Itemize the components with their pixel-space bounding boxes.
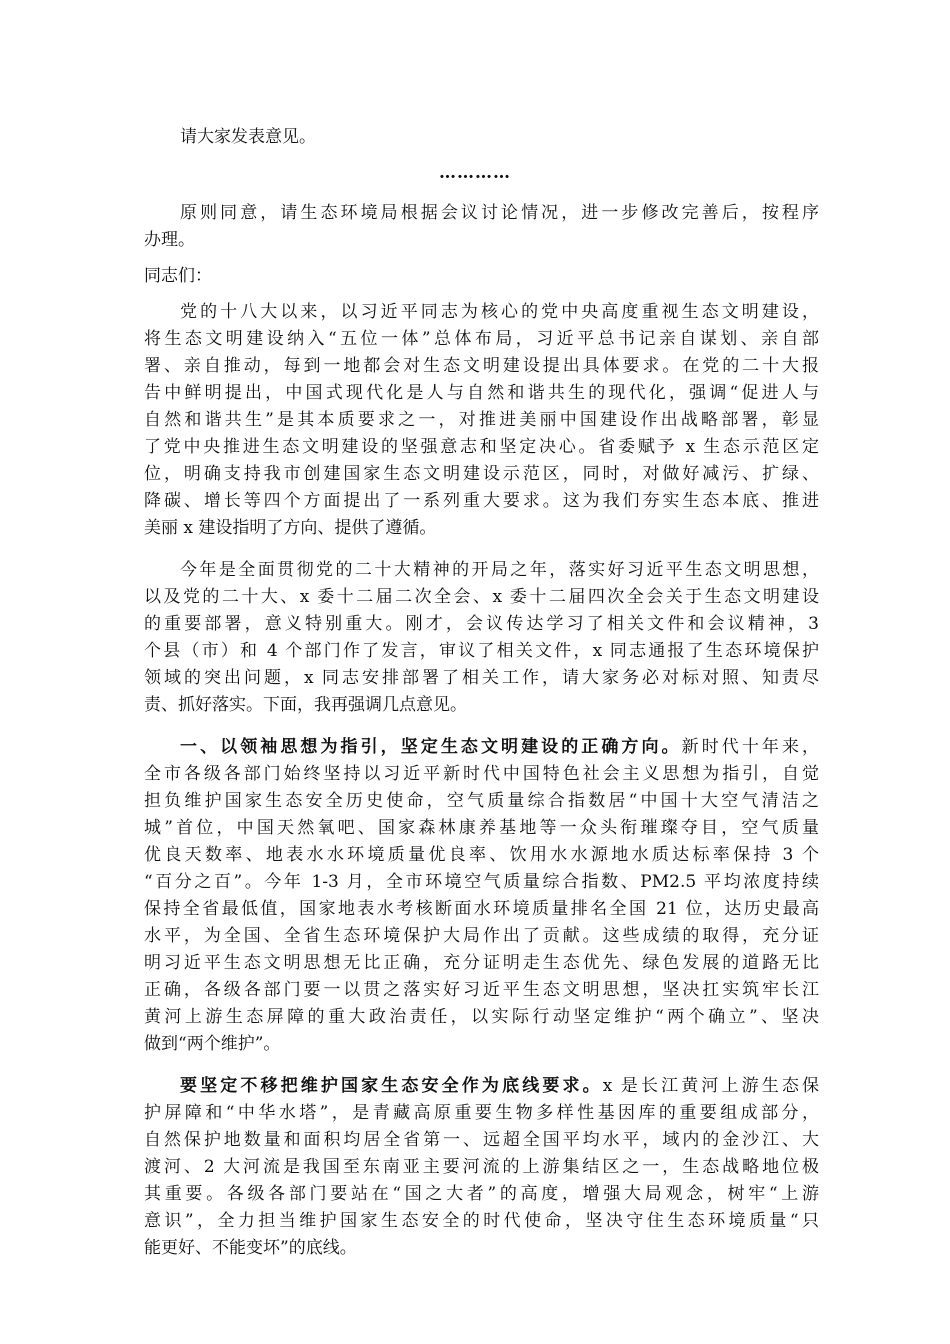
paragraph-line: 渡河、2 大河流是我国至东南亚主要河流的上游集结区之一，生态战略地位极 (144, 1157, 819, 1177)
ellipsis-separator: ………… (439, 163, 511, 183)
paragraph-line: 保持全省最低值，国家地表水考核断面水环境质量排名全国 21 位，达历史最高 (144, 899, 819, 919)
subheading: 要坚定不移把维护国家生态安全作为底线要求。 (180, 1076, 603, 1096)
paragraph-line: 位，明确支持我市创建国家生态文明建设示范区，同时，对做好减污、扩绿、 (144, 464, 819, 484)
paragraph-line: 能更好、不能变坏”的底线。 (144, 1238, 357, 1258)
paragraph-line: 全市各级各部门始终坚持以习近平新时代中国特色社会主义思想为指引，自觉 (144, 764, 819, 784)
paragraph-line: 党的十八大以来，以习近平同志为核心的党中央高度重视生态文明建设， (180, 302, 819, 322)
paragraph-line: 降碳、增长等四个方面提出了一系列重大要求。这为我们夯实生态本底、推进 (144, 491, 819, 511)
paragraph-line: 领域的突出问题，x 同志安排部署了相关工作，请大家务必对标对照、知责尽 (144, 668, 819, 688)
subheading-line (180, 1073, 819, 1100)
paragraph-text: 新时代十年来， (681, 737, 819, 757)
paragraph-line: 自然和谐共生”是其本质要求之一，对推进美丽中国建设作出战略部署，彰显 (144, 410, 819, 430)
paragraph-line: 个县（市）和 4 个部门作了发言，审议了相关文件，x 同志通报了生态环境保护 (144, 641, 819, 661)
paragraph-line: 其重要。各级各部门要站在“国之大者”的高度，增强大局观念，树牢“上游 (144, 1184, 819, 1204)
paragraph-line: 护屏障和“中华水塔”，是青藏高原重要生物多样性基因库的重要组成部分， (144, 1103, 819, 1123)
paragraph-line: 做到“两个维护”。 (144, 1034, 281, 1054)
paragraph-line: 请大家发表意见。 (180, 127, 316, 147)
section-heading-line (180, 734, 819, 761)
paragraph-line: 水平，为全国、全省生态环境保护大局作出了贡献。这些成绩的取得，充分证 (144, 926, 819, 946)
paragraph-line: 城”首位，中国天然氧吧、国家森林康养基地等一众头衔璀璨夺目，空气质量 (144, 818, 819, 838)
greeting: 同志们： (144, 266, 212, 286)
paragraph-line: 责、抓好落实。下面，我再强调几点意见。 (144, 695, 467, 715)
paragraph-line: 担负维护国家生态安全历史使命，空气质量综合指数居“中国十大空气清洁之 (144, 791, 819, 811)
paragraph-line: 了党中央推进生态文明建设的坚强意志和坚定决心。省委赋予 x 生态示范区定 (144, 437, 819, 457)
paragraph-line: 告中鲜明提出，中国式现代化是人与自然和谐共生的现代化，强调“促进人与 (144, 383, 819, 403)
paragraph-line: “百分之百”。今年 1-3 月，全市环境空气质量综合指数、PM2.5 平均浓度持续 (144, 872, 819, 892)
paragraph-line: 办理。 (144, 230, 195, 250)
paragraph-line: 黄河上游生态屏障的重大政治责任，以实际行动坚定维护“两个确立”、坚决 (144, 1007, 819, 1027)
paragraph-line: 自然保护地数量和面积均居全省第一、远超全国平均水平，域内的金沙江、大 (144, 1130, 819, 1150)
paragraph-line: 将生态文明建设纳入“五位一体”总体布局，习近平总书记亲自谋划、亲自部 (144, 329, 819, 349)
paragraph-line: 明习近平生态文明思想无比正确，充分证明走生态优先、绿色发展的道路无比 (144, 953, 819, 973)
paragraph-line: 原则同意，请生态环境局根据会议讨论情况，进一步修改完善后，按程序 (180, 203, 819, 223)
section-heading: 一、以领袖思想为指引，坚定生态文明建设的正确方向。 (180, 737, 682, 757)
paragraph-line: 今年是全面贯彻党的二十大精神的开局之年，落实好习近平生态文明思想， (180, 560, 819, 580)
paragraph-text: x 是长江黄河上游生态保 (602, 1076, 819, 1096)
paragraph-line: 意识”，全力担当维护国家生态安全的时代使命，坚决守住生态环境质量“只 (144, 1211, 819, 1231)
paragraph-line: 的重要部署，意义特别重大。刚才，会议传达学习了相关文件和会议精神，3 (144, 614, 819, 634)
paragraph-line: 优良天数率、地表水水环境质量优良率、饮用水水源地水质达标率保持 3 个 (144, 845, 819, 865)
paragraph-line: 正确，各级各部门要一以贯之落实好习近平生态文明思想，坚决扛实筑牢长江 (144, 980, 819, 1000)
paragraph-line: 以及党的二十大、x 委十二届二次全会、x 委十二届四次全会关于生态文明建设 (144, 587, 819, 607)
paragraph-line: 美丽 x 建设指明了方向、提供了遵循。 (144, 518, 437, 538)
paragraph-line: 署、亲自推动，每到一地都会对生态文明建设提出具体要求。在党的二十大报 (144, 356, 819, 376)
